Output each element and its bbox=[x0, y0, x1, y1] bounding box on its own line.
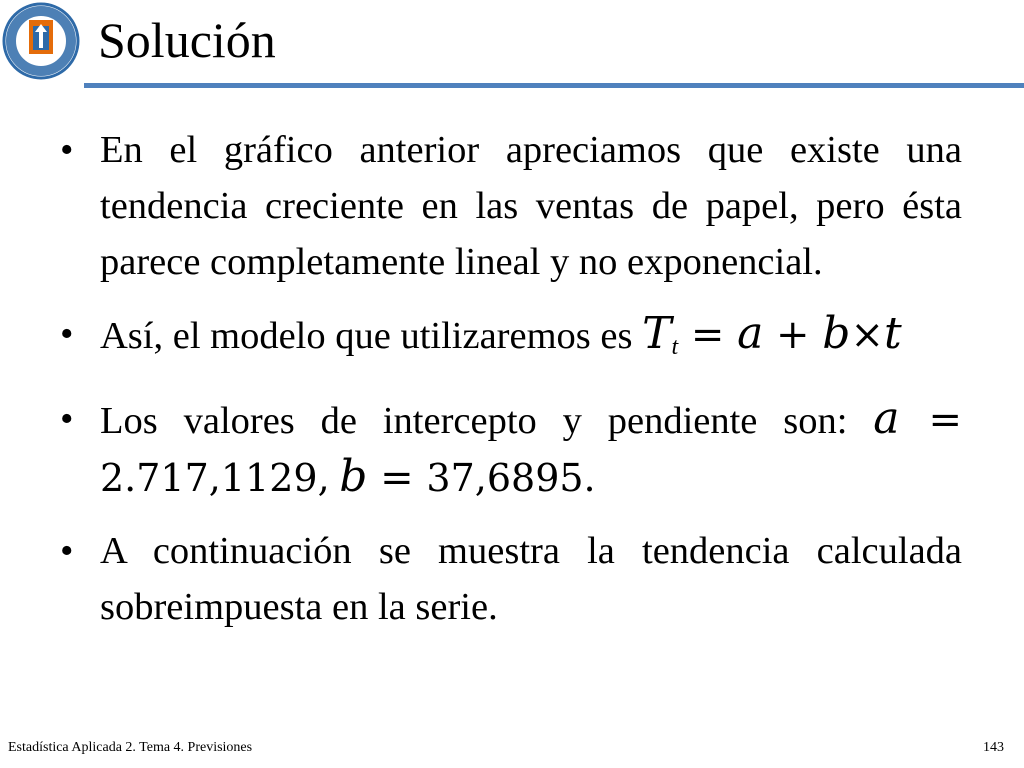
bullet-dot: • bbox=[60, 313, 74, 355]
intercept-symbol: a bbox=[873, 393, 900, 444]
bullet-dot: • bbox=[60, 129, 74, 171]
formula-equals: = bbox=[678, 312, 738, 358]
slide-title: Solución bbox=[98, 12, 276, 68]
equals-sign: = bbox=[899, 397, 962, 443]
title-underline bbox=[84, 83, 1024, 88]
bullet-text: A continuación se muestra la tendencia calculada sobreimpuesta en la serie. bbox=[100, 530, 962, 628]
formula-subscript-t: t bbox=[671, 334, 679, 360]
bullet-item-1 bbox=[60, 122, 962, 290]
formula-b: b bbox=[822, 308, 851, 359]
formula-a: a bbox=[737, 308, 764, 359]
footer-course-label: Estadística Aplicada 2. Tema 4. Previsiones bbox=[8, 740, 253, 755]
formula-plus: + bbox=[763, 312, 823, 358]
intercept-value: 2.717,1129, bbox=[100, 456, 330, 500]
page-number: 143 bbox=[983, 740, 1004, 755]
bullet-text: Así, el modelo que utilizaremos es bbox=[100, 315, 643, 357]
bullet-item-3 bbox=[60, 391, 962, 507]
bullet-item-4 bbox=[60, 523, 962, 635]
formula-t: t bbox=[883, 308, 902, 359]
formula-times: × bbox=[850, 312, 884, 358]
bullet-list bbox=[60, 122, 962, 651]
slope-value: 37,6895. bbox=[426, 456, 596, 500]
bullet-text: Los valores de intercepto y pendiente son: bbox=[100, 400, 874, 442]
formula-T: T bbox=[642, 308, 672, 359]
bullet-dot: • bbox=[60, 398, 74, 440]
equals-sign: = bbox=[367, 455, 427, 501]
bullet-text: En el gráfico anterior apreciamos que existe una tendencia creciente en las ventas de papel, pero ésta parece completamente lineal y no exponencial. bbox=[100, 129, 962, 283]
slope-symbol: b bbox=[339, 451, 368, 502]
bullet-dot: • bbox=[60, 530, 74, 572]
ucn-seal-icon bbox=[2, 2, 80, 80]
university-logo bbox=[2, 2, 80, 80]
bullet-item-2 bbox=[60, 306, 962, 375]
